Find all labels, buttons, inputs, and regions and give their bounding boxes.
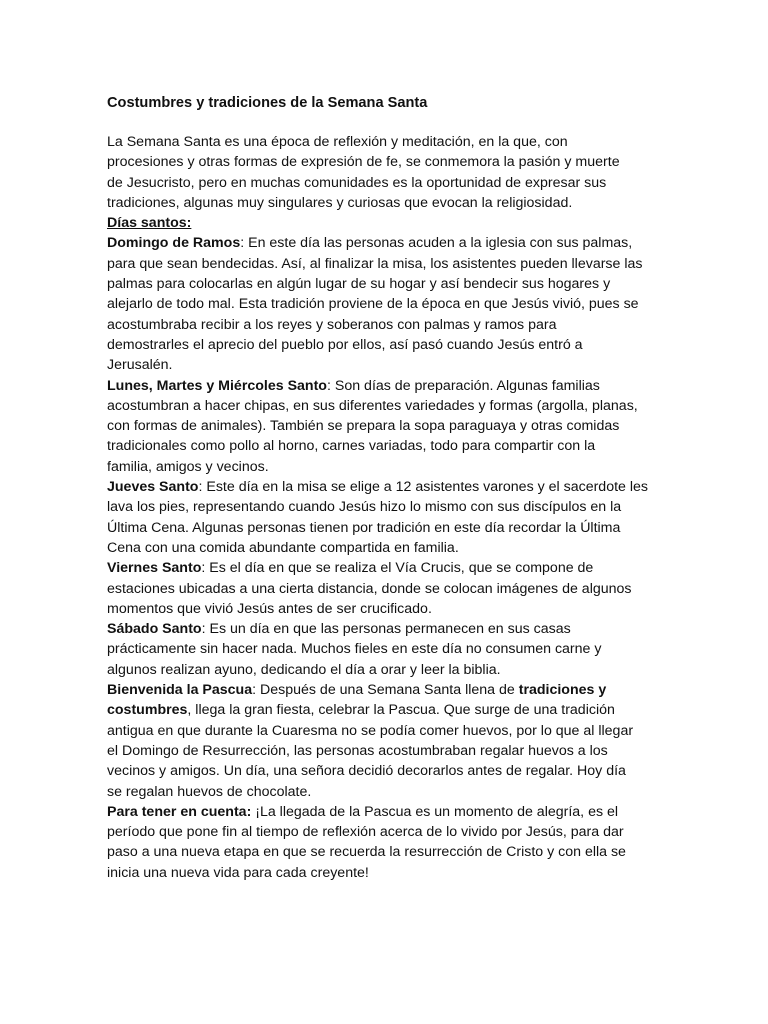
lunes-label: Lunes, Martes y Miércoles Santo: [107, 377, 327, 394]
tener-line: paso a una nueva etapa en que se recuerda la resurrección de Cristo y con ella se: [107, 844, 626, 861]
ramos-line: demostrarles el aprecio del pueblo por ellos, así pasó cuando Jesús entró a: [107, 336, 583, 353]
jueves-text: : Este día en la misa se elige a 12 asistentes varones y el sacerdote les: [198, 479, 649, 496]
intro-line: procesiones y otras formas de expresión de fe, se conmemora la pasión y muerte: [107, 154, 620, 171]
document-body: [107, 132, 667, 883]
ramos-text: : En este día las personas acuden a la iglesia con sus palmas,: [240, 235, 633, 252]
tener-line: [107, 802, 667, 822]
sabado-label: Sábado Santo: [107, 621, 202, 638]
viernes-text: : Es el día en que se realiza el Vía Crucis, que se compone de: [201, 560, 594, 577]
lunes-line: tradicionales como pollo al horno, carnes variadas, todo para compartir con la: [107, 438, 596, 455]
sabado-line: algunos realizan ayuno, dedicando el día a orar y leer la biblia.: [107, 661, 501, 678]
pascua-text: : Después de una Semana Santa llena de: [252, 682, 519, 699]
ramos-label: Domingo de Ramos: [107, 235, 241, 252]
ramos-line: para que sean bendecidas. Así, al finalizar la misa, los asistentes pueden llevarse las: [107, 255, 643, 272]
ramos-line: [107, 233, 667, 253]
sabado-line: [107, 619, 667, 639]
lunes-line: acostumbran a hacer chipas, en sus diferentes variedades y formas (argolla, planas,: [107, 397, 638, 414]
sabado-line: prácticamente sin hacer nada. Muchos fieles en este día no consumen carne y: [107, 641, 602, 658]
pascua-text: , llega la gran fiesta, celebrar la Pascua. Que surge de una tradición: [187, 702, 615, 719]
jueves-label: Jueves Santo: [107, 479, 199, 496]
viernes-label: Viernes Santo: [107, 560, 202, 577]
tener-label: Para tener en cuenta:: [107, 803, 252, 820]
pascua-bold-phrase: costumbres: [107, 702, 188, 719]
lunes-line: con formas de animales). También se prepara la sopa paraguaya y otras comidas: [107, 418, 620, 435]
tener-text: ¡La llegada de la Pascua es un momento de alegría, es el: [251, 803, 619, 820]
ramos-line: acostumbraba recibir a los reyes y soberanos con palmas y ramos para: [107, 316, 557, 333]
viernes-line: [107, 558, 667, 578]
jueves-line: Cena con una comida abundante compartida en familia.: [107, 539, 459, 556]
ramos-line: Jerusalén.: [107, 357, 173, 374]
tener-line: inicia una nueva vida para cada creyente!: [107, 864, 369, 881]
document-title: Costumbres y tradiciones de la Semana Santa: [107, 95, 428, 111]
pascua-line: se regalan huevos de chocolate.: [107, 783, 312, 800]
jueves-line: [107, 477, 667, 497]
sabado-text: : Es un día en que las personas permanecen en sus casas: [201, 621, 571, 638]
intro-line: tradiciones, algunas muy singulares y curiosas que evocan la religiosidad.: [107, 194, 573, 211]
section-heading: Días santos:: [107, 215, 192, 232]
lunes-line: [107, 376, 667, 396]
pascua-bold-phrase: tradiciones y: [518, 682, 607, 699]
pascua-line: antigua en que durante la Cuaresma no se podía comer huevos, por lo que al llegar: [107, 722, 634, 739]
pascua-line: vecinos y amigos. Un día, una señora decidió decorarlos antes de regalar. Hoy día: [107, 763, 626, 780]
jueves-line: lava los pies, representando cuando Jesús hizo lo mismo con sus discípulos en la: [107, 499, 622, 516]
viernes-line: momentos que vivió Jesús antes de ser crucificado.: [107, 600, 432, 617]
ramos-line: palmas para colocarlas en algún lugar de su hogar y así bendecir sus hogares y: [107, 276, 611, 293]
intro-line: La Semana Santa es una época de reflexión y meditación, en la que, con: [107, 134, 568, 150]
lunes-line: familia, amigos y vecinos.: [107, 458, 269, 475]
jueves-line: Última Cena. Algunas personas tienen por tradición en este día recordar la Última: [107, 519, 621, 536]
viernes-line: estaciones ubicadas a una cierta distancia, donde se colocan imágenes de algunos: [107, 580, 632, 597]
lunes-text: : Son días de preparación. Algunas familias: [326, 377, 600, 394]
pascua-line: [107, 700, 667, 720]
ramos-line: alejarlo de todo mal. Esta tradición proviene de la época en que Jesús vivió, pues se: [107, 296, 639, 313]
tener-line: período que pone fin al tiempo de reflexión acerca de lo vivido por Jesús, para dar: [107, 824, 624, 841]
pascua-line: [107, 680, 667, 700]
pascua-line: el Domingo de Resurrección, las personas acostumbraban regalar huevos a los: [107, 742, 608, 759]
pascua-label: Bienvenida la Pascua: [107, 682, 253, 699]
intro-line: de Jesucristo, pero en muchas comunidades es la oportunidad de expresar sus: [107, 174, 607, 191]
